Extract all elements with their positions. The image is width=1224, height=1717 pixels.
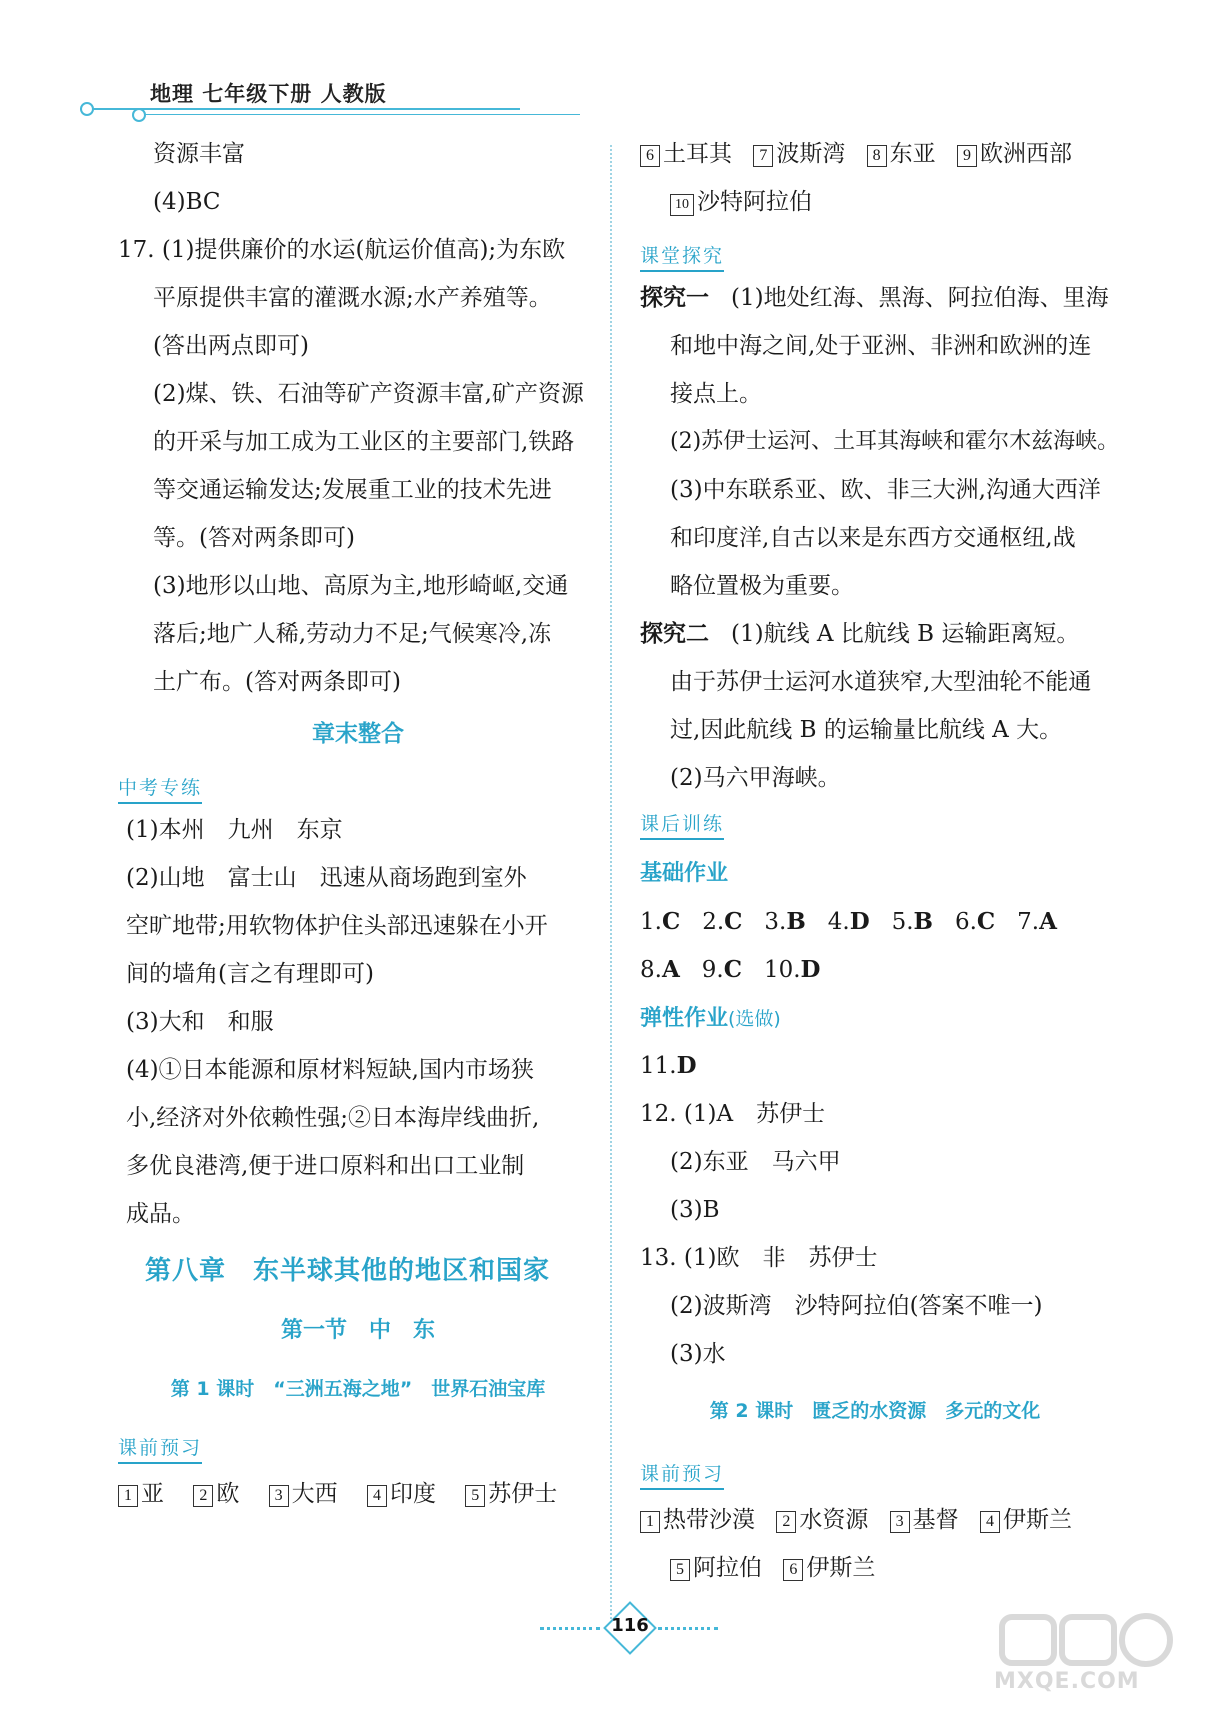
answer-line: (3)中东联系亚、欧、非三大洲,沟通大西洋 — [670, 477, 1101, 503]
preview-text: 水资源 — [799, 1507, 869, 1533]
preview-item — [670, 1555, 762, 1581]
preview-item — [640, 1507, 755, 1533]
answer-line: (2)苏伊士运河、土耳其海峡和霍尔木兹海峡。 — [670, 429, 1120, 454]
tag-row — [640, 802, 1110, 850]
number-box: 4 — [980, 1511, 1000, 1533]
number-box: 10 — [670, 194, 694, 216]
answer-line: 间的墙角(言之有理即可) — [126, 961, 374, 987]
answer-line: 等交通运输发达;发展重工业的技术先进 — [153, 477, 552, 503]
question-number: 3. — [764, 909, 787, 935]
preview-row — [640, 1544, 1110, 1592]
answer-item — [640, 957, 680, 983]
preview-item — [783, 1555, 875, 1581]
answer-line: 空旷地带;用软物体护住头部迅速躲在小开 — [126, 913, 548, 939]
answer-letter: A — [1039, 908, 1057, 935]
tag-row — [640, 1444, 1110, 1492]
answer-line — [640, 1042, 1110, 1090]
answer-line: 略位置极为重要。 — [670, 573, 854, 599]
preview-text: 波斯湾 — [776, 141, 846, 167]
explore-label: 探究二 — [640, 621, 709, 647]
answer-row — [640, 946, 1110, 994]
question-number: 10. — [763, 957, 801, 983]
watermark-text: MXQE.COM — [994, 1669, 1140, 1694]
watermark-logo-icon — [994, 1611, 1184, 1671]
question-number: 11. — [640, 1053, 677, 1079]
answer-letter: C — [976, 908, 996, 935]
number-box: 6 — [640, 145, 660, 167]
answer-item — [764, 909, 805, 935]
preview-text: 东亚 — [889, 141, 936, 167]
basic-homework-label: 基础作业 — [640, 861, 729, 886]
tag-row — [640, 226, 1110, 274]
answer-line: 接点上。 — [670, 381, 762, 407]
preview-item — [957, 141, 1072, 167]
number-box: 5 — [465, 1485, 485, 1507]
answer-item — [828, 909, 870, 935]
preview-item — [118, 1481, 164, 1507]
answer-item — [892, 909, 933, 935]
number-box: 9 — [957, 145, 977, 167]
preview-text: 苏伊士 — [488, 1481, 558, 1507]
explore-label: 探究一 — [640, 285, 709, 311]
summary-title: 章末整合 — [312, 721, 404, 747]
answer-line: (3)大和 和服 — [126, 1009, 274, 1035]
tag-preview: 课前预习 — [118, 1435, 202, 1464]
answer-line: (4)BC — [153, 189, 221, 215]
right-column — [640, 130, 1120, 1592]
answer-item — [702, 957, 742, 983]
answer-letter: C — [723, 956, 743, 983]
answer-line: (3)B — [670, 1197, 720, 1223]
tag-after-class: 课后训练 — [640, 811, 724, 840]
preview-text: 热带沙漠 — [663, 1507, 755, 1533]
answer-text: (1)航线 A 比航线 B 运输距离短。 — [731, 621, 1080, 647]
answer-letter: B — [786, 908, 806, 935]
answer-line: 小,经济对外依赖性强;②日本海岸线曲折, — [126, 1105, 540, 1131]
preview-item — [753, 141, 845, 167]
question-number: 5. — [891, 909, 914, 935]
number-box: 3 — [890, 1511, 910, 1533]
answer-line: 成品。 — [126, 1201, 195, 1227]
answer-letter: B — [913, 908, 933, 935]
number-box: 2 — [776, 1511, 796, 1533]
answer-line: (1)本州 九州 东京 — [126, 817, 343, 843]
preview-row — [640, 1496, 1110, 1544]
preview-item — [465, 1481, 557, 1507]
answer-letter: D — [849, 908, 870, 935]
preview-row — [118, 1470, 598, 1518]
chapter-title: 第八章 东半球其他的地区和国家 — [145, 1256, 551, 1286]
tag-zhongkao: 中考专练 — [118, 775, 202, 804]
number-box: 1 — [640, 1511, 660, 1533]
preview-item — [867, 141, 936, 167]
answer-line — [640, 274, 1110, 322]
preview-text: 印度 — [389, 1481, 436, 1507]
preview-item — [640, 141, 732, 167]
answer-line: 的开采与加工成为工业区的主要部门,铁路 — [153, 429, 575, 455]
answer-line: 过,因此航线 B 的运输量比航线 A 大。 — [670, 717, 1063, 743]
answer-line: (3)水 — [670, 1341, 726, 1367]
page-number-text: 116 — [611, 1615, 649, 1636]
number-box: 4 — [367, 1485, 387, 1507]
answer-line: (2)煤、铁、石油等矿产资源丰富,矿产资源 — [153, 381, 584, 407]
preview-item — [670, 189, 812, 215]
tag-row — [118, 1418, 598, 1466]
preview-item — [890, 1507, 959, 1533]
answer-item — [1017, 909, 1057, 935]
answer-line: 土广布。(答对两条即可) — [153, 669, 401, 695]
number-box: 5 — [670, 1559, 690, 1581]
answer-line: 平原提供丰富的灌溉水源;水产养殖等。 — [153, 285, 552, 311]
header-dot-icon — [80, 102, 94, 116]
preview-text: 伊斯兰 — [806, 1555, 876, 1581]
preview-row — [640, 130, 1110, 178]
answer-line: 等。(答对两条即可) — [153, 525, 355, 551]
question-number: 7. — [1017, 909, 1040, 935]
header-dot-icon — [132, 108, 146, 122]
lesson-title: 第 1 课时 “三洲五海之地” 世界石油宝库 — [170, 1378, 546, 1400]
answer-line: 落后;地广人稀,劳动力不足;气候寒冷,冻 — [153, 621, 552, 647]
page-number — [540, 1607, 730, 1647]
preview-text: 沙特阿拉伯 — [697, 189, 812, 215]
header-title: 地理 七年级下册 人教版 — [150, 82, 387, 106]
elastic-homework-label: 弹性作业 — [640, 1006, 729, 1031]
preview-item — [980, 1507, 1072, 1533]
header-rule — [80, 108, 520, 110]
answer-letter: A — [661, 956, 680, 983]
answer-line: (2)山地 富士山 迅速从商场跑到室外 — [126, 865, 527, 891]
answer-line: 12. (1)A 苏伊士 — [640, 1101, 826, 1127]
question-number: 1. — [640, 909, 662, 935]
preview-item — [269, 1481, 338, 1507]
answer-letter: D — [676, 1052, 697, 1079]
preview-row — [640, 178, 1110, 226]
lesson-title: 第 2 课时 匮乏的水资源 多元的文化 — [709, 1400, 1041, 1422]
preview-text: 土耳其 — [663, 141, 732, 167]
page-number-dots — [540, 1627, 600, 1630]
answer-letter: C — [724, 908, 743, 935]
answer-line: 多优良港湾,便于进口原料和出口工业制 — [126, 1153, 525, 1179]
preview-item — [193, 1481, 239, 1507]
answer-line: 13. (1)欧 非 苏伊士 — [640, 1245, 878, 1271]
question-number: 8. — [640, 957, 662, 983]
answer-line: 资源丰富 — [153, 141, 245, 167]
answer-item — [640, 909, 680, 935]
tag-explore: 课堂探究 — [640, 243, 724, 272]
question-number: 4. — [827, 909, 850, 935]
answer-text: (1)地处红海、黑海、阿拉伯海、里海 — [731, 285, 1109, 311]
answer-item — [702, 909, 742, 935]
number-box: 6 — [783, 1559, 803, 1581]
elastic-note: (选做) — [728, 1008, 781, 1030]
column-divider — [610, 145, 612, 1635]
number-box: 8 — [867, 145, 887, 167]
answer-line: 由于苏伊士运河水道狭窄,大型油轮不能通 — [670, 669, 1092, 695]
answer-line: (3)地形以山地、高原为主,地形崎岖,交通 — [153, 573, 569, 599]
number-box: 7 — [753, 145, 773, 167]
answer-line — [640, 610, 1110, 658]
answer-line: (2)马六甲海峡。 — [670, 765, 841, 791]
answer-line: (4)①日本能源和原材料短缺,国内市场狭 — [126, 1057, 534, 1083]
answer-line: 和印度洋,自古以来是东西方交通枢纽,战 — [670, 525, 1076, 551]
watermark — [994, 1611, 1184, 1697]
answer-letter: D — [800, 956, 821, 983]
number-box: 3 — [269, 1485, 289, 1507]
answer-line: 17. (1)提供廉价的水运(航运价值高);为东欧 — [118, 237, 566, 263]
elastic-homework-heading — [640, 994, 1110, 1042]
answer-row — [640, 898, 1110, 946]
preview-text: 阿拉伯 — [693, 1555, 762, 1581]
preview-text: 欧 — [216, 1481, 240, 1507]
number-box: 2 — [193, 1485, 213, 1507]
section-title: 第一节 中 东 — [280, 1317, 435, 1343]
number-box: 1 — [118, 1485, 138, 1507]
tag-preview: 课前预习 — [640, 1461, 724, 1490]
preview-item — [367, 1481, 436, 1507]
preview-text: 大西 — [291, 1481, 338, 1507]
left-column — [118, 130, 598, 1518]
question-number: 2. — [702, 909, 725, 935]
page-header — [80, 70, 560, 120]
answer-item — [955, 909, 995, 935]
answer-line: (2)东亚 马六甲 — [670, 1149, 841, 1175]
answer-line: (2)波斯湾 沙特阿拉伯(答案不唯一) — [670, 1293, 1043, 1319]
page-number-dots — [658, 1627, 718, 1630]
answer-line: (答出两点即可) — [153, 333, 309, 359]
answer-item — [764, 957, 821, 983]
header-rule-secondary — [140, 114, 580, 115]
answer-letter: C — [661, 908, 681, 935]
preview-text: 欧洲西部 — [979, 141, 1072, 167]
preview-item — [776, 1507, 868, 1533]
preview-text: 亚 — [141, 1481, 164, 1507]
tag-row — [118, 758, 598, 806]
question-number: 6. — [954, 909, 977, 935]
answer-line: 和地中海之间,处于亚洲、非洲和欧洲的连 — [670, 333, 1092, 359]
preview-text: 基督 — [912, 1507, 959, 1533]
question-number: 9. — [701, 957, 724, 983]
preview-text: 伊斯兰 — [1002, 1507, 1072, 1533]
